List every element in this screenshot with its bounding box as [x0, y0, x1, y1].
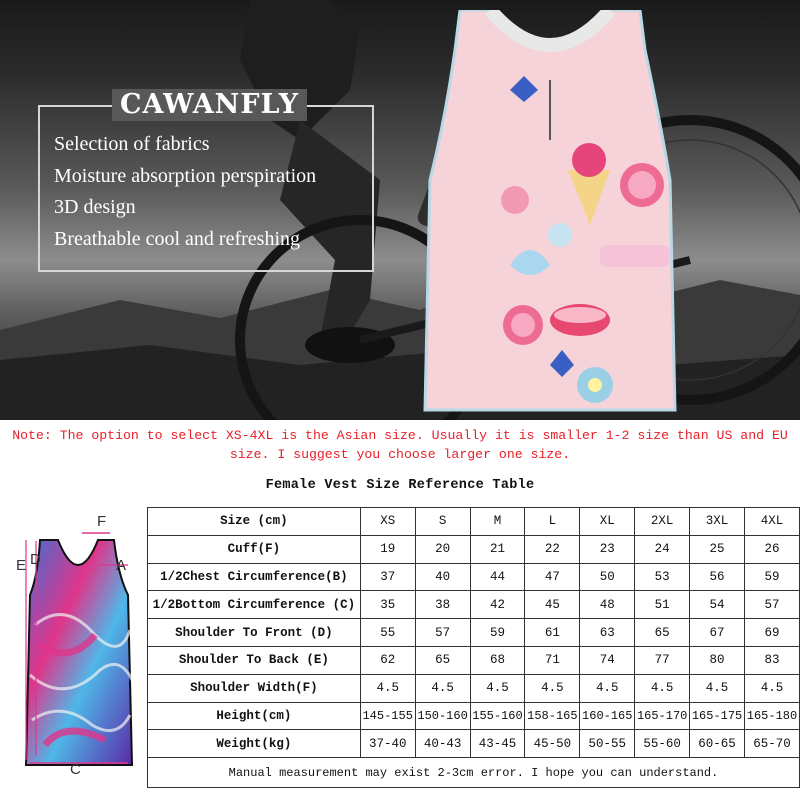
table-cell: 50	[580, 563, 635, 591]
table-cell: 50-55	[580, 730, 635, 758]
table-cell: 48	[580, 591, 635, 619]
table-cell: 62	[360, 646, 415, 674]
table-row	[148, 563, 800, 591]
table-cell: 59	[470, 619, 525, 647]
table-body	[148, 535, 800, 757]
table-cell: 74	[580, 646, 635, 674]
table-cell: 40	[415, 563, 470, 591]
table-cell: 150-160	[415, 702, 470, 730]
table-cell: 4.5	[580, 674, 635, 702]
feature-item: Selection of fabrics	[54, 133, 210, 155]
header-size: L	[525, 508, 580, 536]
table-cell: 165-175	[690, 702, 745, 730]
table-cell: 35	[360, 591, 415, 619]
header-size: 3XL	[690, 508, 745, 536]
header-size: XL	[580, 508, 635, 536]
table-cell: 63	[580, 619, 635, 647]
table-cell: 77	[635, 646, 690, 674]
header-size: S	[415, 508, 470, 536]
feature-item: 3D design	[54, 196, 136, 218]
table-cell: 65-70	[744, 730, 799, 758]
table-footer-row	[148, 758, 800, 788]
table-cell: 51	[635, 591, 690, 619]
header-size: 4XL	[744, 508, 799, 536]
header-size: M	[470, 508, 525, 536]
table-cell: 4.5	[690, 674, 745, 702]
table-row	[148, 646, 800, 674]
table-cell: 67	[690, 619, 745, 647]
table-row	[148, 619, 800, 647]
header-size-label: Size (cm)	[148, 508, 361, 536]
table-cell: 45	[525, 591, 580, 619]
table-cell: 80	[690, 646, 745, 674]
row-label: Height(cm)	[148, 702, 361, 730]
table-cell: 56	[690, 563, 745, 591]
feature-box	[38, 89, 374, 272]
feature-item: Moisture absorption perspiration	[54, 164, 317, 187]
table-cell: 37-40	[360, 730, 415, 758]
table-cell: 23	[580, 535, 635, 563]
table-title: Female Vest Size Reference Table	[265, 478, 535, 493]
table-cell: 4.5	[635, 674, 690, 702]
row-label: 1/2Bottom Circumference (C)	[148, 591, 361, 619]
table-cell: 37	[360, 563, 415, 591]
header-size: 2XL	[635, 508, 690, 536]
brand-title: CAWANFLY	[112, 89, 307, 121]
table-cell: 165-170	[635, 702, 690, 730]
diagram-label-f: F	[97, 513, 107, 530]
table-cell: 20	[415, 535, 470, 563]
size-note: Note: The option to select XS-4XL is the Asian size. Usually it is smaller 1-2 size than US and EU size. I suggest you choose larger one size.	[12, 428, 788, 462]
measurement-diagram	[0, 505, 146, 795]
table-row	[148, 674, 800, 702]
table-cell: 54	[690, 591, 745, 619]
table-cell: 38	[415, 591, 470, 619]
row-label: Cuff(F)	[148, 535, 361, 563]
table-cell: 4.5	[744, 674, 799, 702]
feature-list	[54, 129, 316, 255]
table-row	[148, 535, 800, 563]
table-cell: 4.5	[470, 674, 525, 702]
table-cell: 19	[360, 535, 415, 563]
table-cell: 65	[415, 646, 470, 674]
table-cell: 4.5	[360, 674, 415, 702]
table-cell: 22	[525, 535, 580, 563]
table-cell: 40-43	[415, 730, 470, 758]
swirl-vest-diagram-image	[0, 505, 146, 795]
table-cell: 47	[525, 563, 580, 591]
table-cell: 71	[525, 646, 580, 674]
table-cell: 165-180	[744, 702, 799, 730]
row-label: Shoulder To Front (D)	[148, 619, 361, 647]
table-cell: 145-155	[360, 702, 415, 730]
table-cell: 83	[744, 646, 799, 674]
table-cell: 25	[690, 535, 745, 563]
table-cell: 69	[744, 619, 799, 647]
table-cell: 158-165	[525, 702, 580, 730]
diagram-label-c: C	[70, 761, 81, 778]
table-row	[148, 730, 800, 758]
table-cell: 21	[470, 535, 525, 563]
table-cell: 57	[415, 619, 470, 647]
feature-item: Breathable cool and refreshing	[54, 227, 301, 250]
table-cell: 65	[635, 619, 690, 647]
table-cell: 44	[470, 563, 525, 591]
table-cell: 55	[360, 619, 415, 647]
pink-vest-product-image	[420, 10, 680, 420]
table-cell: 43-45	[470, 730, 525, 758]
table-cell: 24	[635, 535, 690, 563]
table-cell: 42	[470, 591, 525, 619]
row-label: Shoulder Width(F)	[148, 674, 361, 702]
row-label: 1/2Chest Circumference(B)	[148, 563, 361, 591]
table-header-row	[148, 508, 800, 536]
table-cell: 57	[744, 591, 799, 619]
diagram-label-e: E	[16, 557, 27, 574]
table-cell: 59	[744, 563, 799, 591]
table-cell: 53	[635, 563, 690, 591]
row-label: Weight(kg)	[148, 730, 361, 758]
table-cell: 55-60	[635, 730, 690, 758]
table-cell: 26	[744, 535, 799, 563]
header-size: XS	[360, 508, 415, 536]
table-cell: 155-160	[470, 702, 525, 730]
table-row	[148, 702, 800, 730]
table-cell: 160-165	[580, 702, 635, 730]
table-cell: 68	[470, 646, 525, 674]
table-cell: 60-65	[690, 730, 745, 758]
row-label: Shoulder To Back (E)	[148, 646, 361, 674]
table-cell: 4.5	[415, 674, 470, 702]
diagram-label-d: D	[30, 551, 41, 568]
measurement-disclaimer: Manual measurement may exist 2-3cm error. I hope you can understand.	[148, 758, 800, 788]
diagram-label-a: A	[116, 557, 127, 574]
size-table	[147, 507, 800, 788]
table-cell: 45-50	[525, 730, 580, 758]
table-cell: 4.5	[525, 674, 580, 702]
table-cell: 61	[525, 619, 580, 647]
table-row	[148, 591, 800, 619]
